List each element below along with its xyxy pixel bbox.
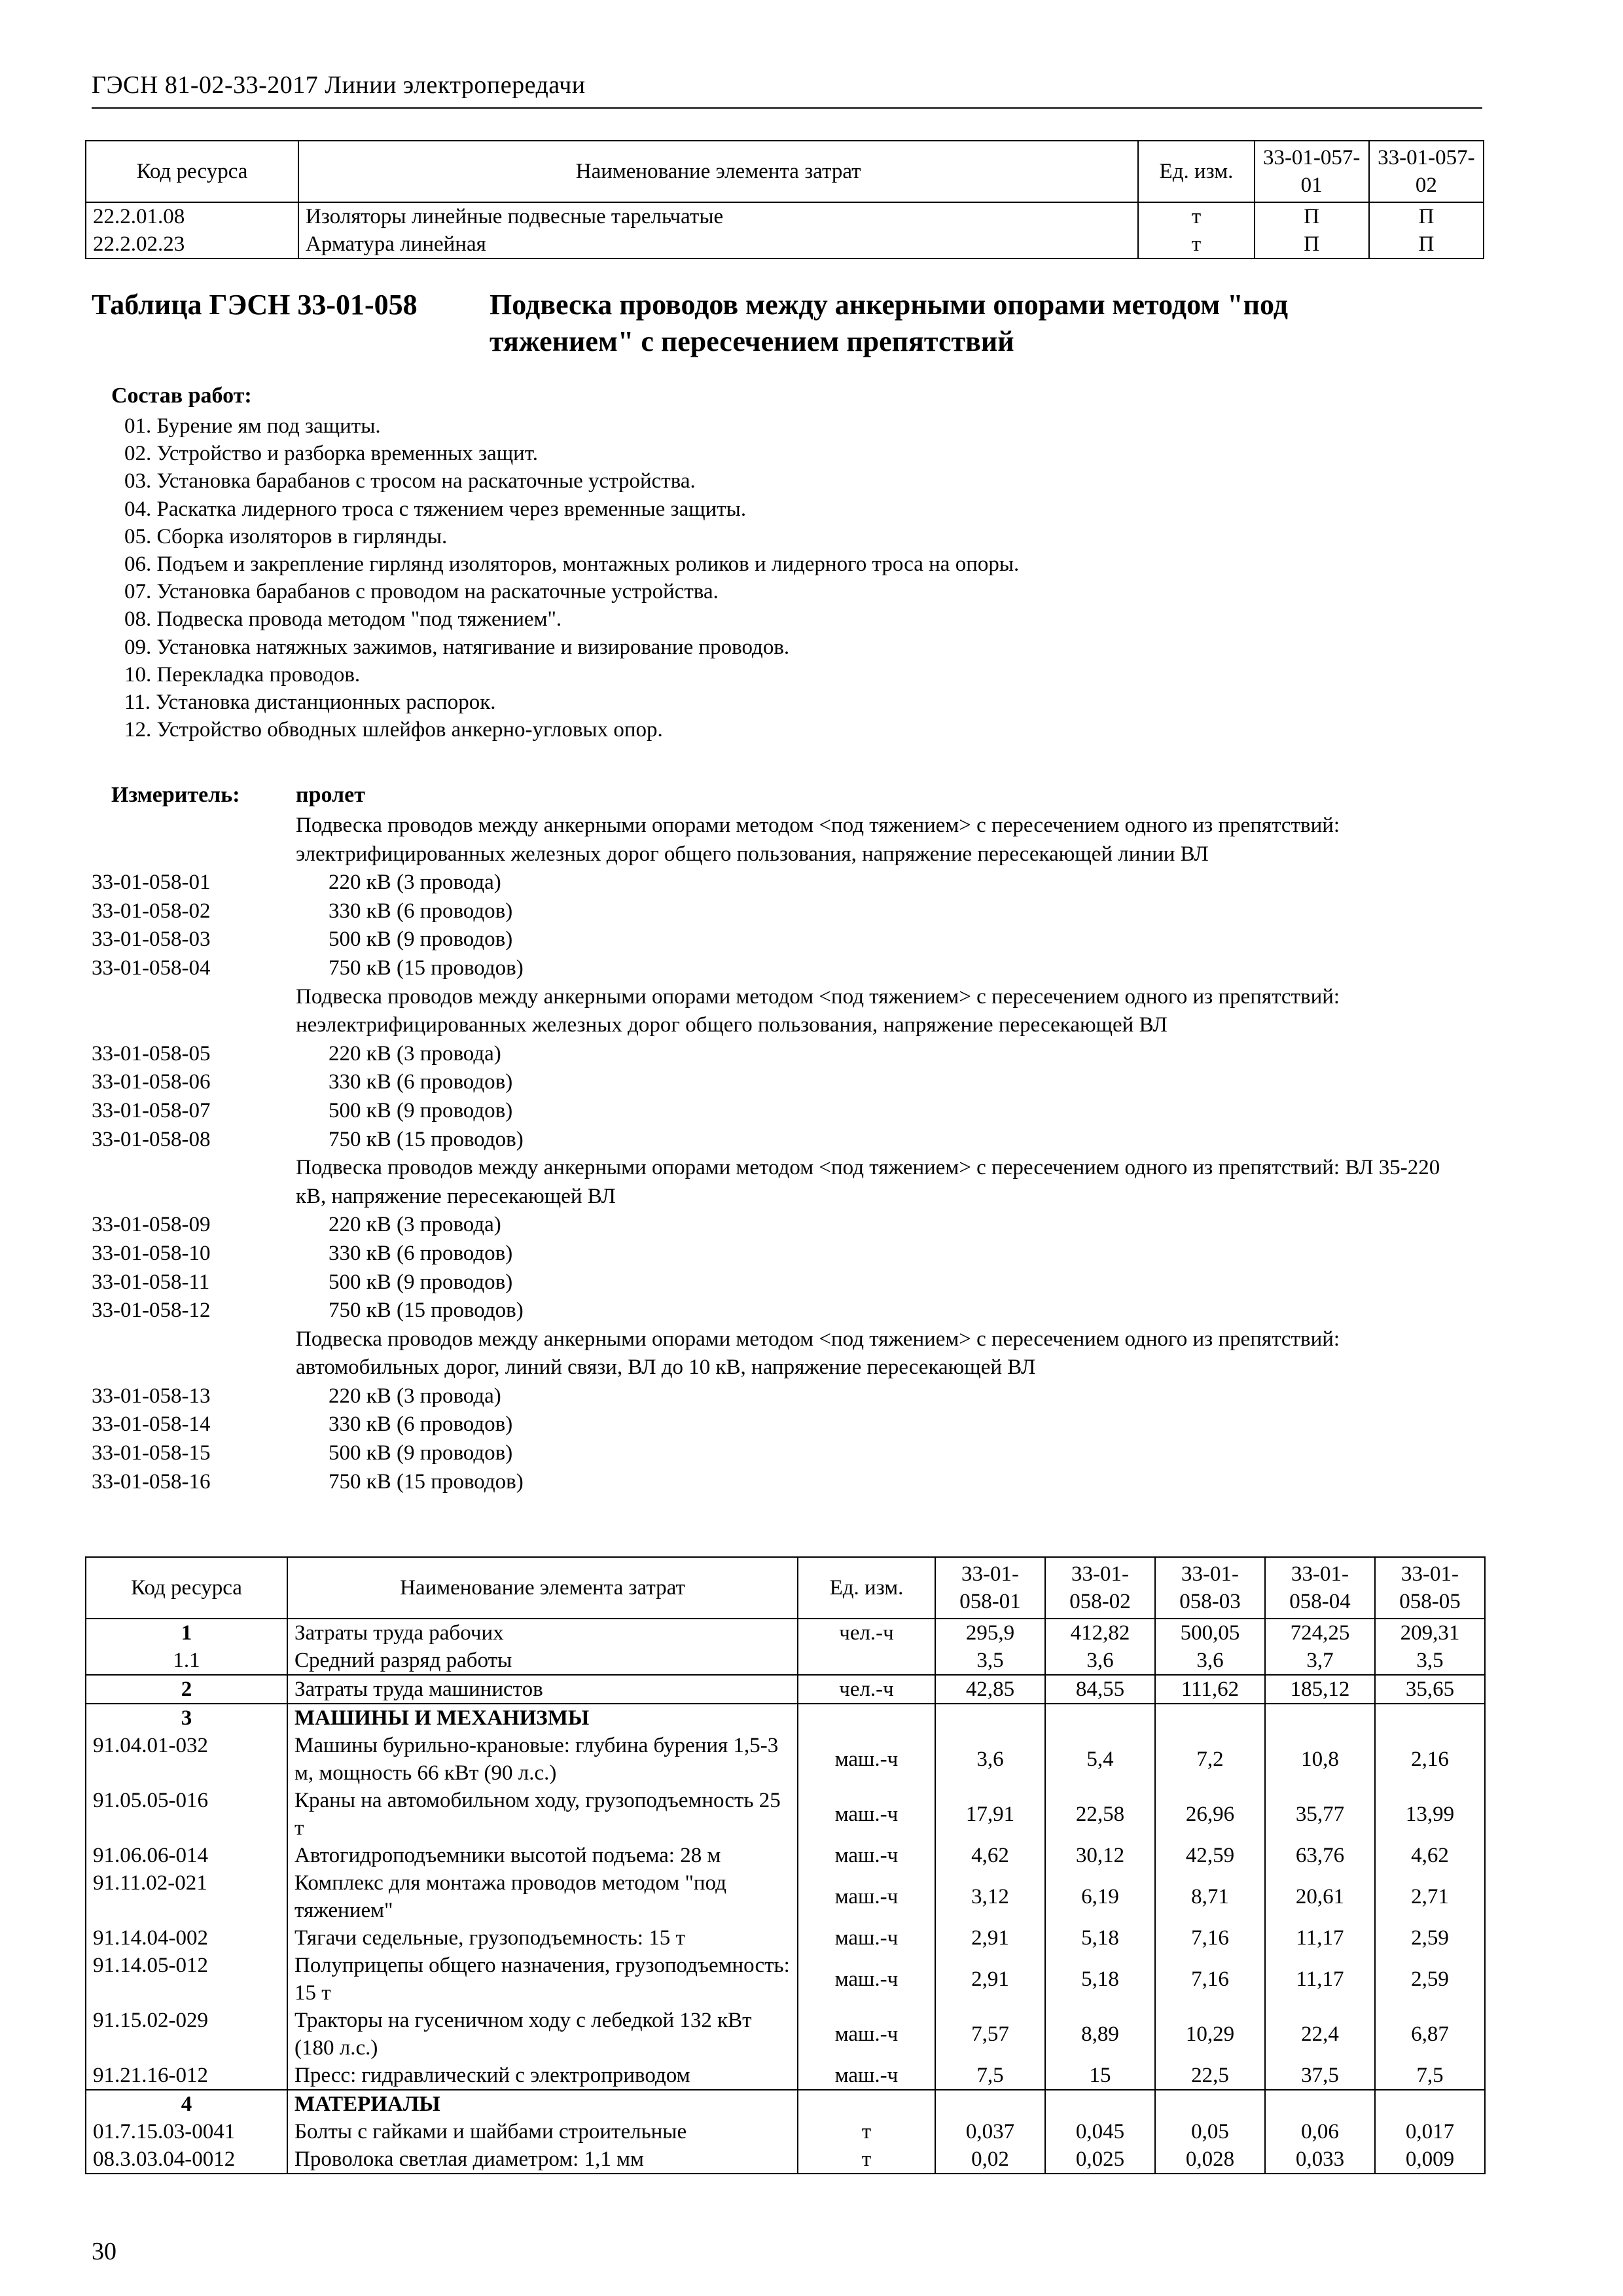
cell-code: 91.21.16-012: [86, 2062, 287, 2090]
norm-item: [92, 869, 1479, 897]
top-table-header-row: [86, 141, 1484, 202]
work-step: 07. Установка барабанов с проводом на раскаточные устройства.: [124, 580, 719, 604]
cell-value: 10,29: [1155, 2007, 1265, 2062]
cell-code: 08.3.03.04-0012: [86, 2145, 287, 2174]
cell-code: 91.11.02-021: [86, 1869, 287, 1924]
norm-desc: 330 кВ (6 проводов): [329, 1241, 513, 1265]
cell-name: Болты с гайками и шайбами строительные: [287, 2118, 798, 2145]
cell-value: 2,71: [1375, 1869, 1485, 1924]
cell-code: 22.2.01.08: [86, 202, 298, 230]
work-step: 06. Подъем и закрепление гирлянд изоляторов, монтажных роликов и лидерного троса на опоры.: [124, 552, 1020, 577]
cell-unit: чел.-ч: [798, 1675, 935, 1704]
norm-item: [92, 897, 1479, 926]
work-steps-list: [124, 412, 1019, 744]
table-row: [86, 230, 1484, 259]
norm-desc: 750 кВ (15 проводов): [329, 956, 524, 980]
col-header: 33-01-058-02: [1045, 1557, 1155, 1619]
table-row: [86, 2062, 1485, 2090]
work-step: 11. Установка дистанционных распорок.: [124, 691, 496, 715]
cell-value: [1375, 2090, 1485, 2118]
header-rule: [92, 107, 1482, 109]
work-step: 05. Сборка изоляторов в гирлянды.: [124, 524, 448, 548]
table-row: [86, 1869, 1485, 1924]
table-row: [86, 1647, 1485, 1675]
cell-value: П: [1255, 230, 1369, 259]
col-header: Наименование элемента затрат: [298, 141, 1138, 202]
cell-value: 0,033: [1265, 2145, 1375, 2174]
work-step: 08. Подвеска провода методом "под тяжением".: [124, 607, 562, 632]
cell-code: 2: [86, 1675, 287, 1704]
table-row: [86, 202, 1484, 230]
norm-item: [92, 925, 1479, 954]
cell-value: [1265, 2090, 1375, 2118]
col-header: 33-01-057-01: [1255, 141, 1369, 202]
cell-value: 0,045: [1045, 2118, 1155, 2145]
work-step: 01. Бурение ям под защиты.: [124, 414, 381, 438]
norm-code: 33-01-058-08: [92, 1127, 211, 1151]
cell-code: 3: [86, 1704, 287, 1732]
norm-code: 33-01-058-05: [92, 1041, 211, 1066]
col-header: 33-01-058-01: [935, 1557, 1045, 1619]
norm-desc: 750 кВ (15 проводов): [329, 1469, 524, 1494]
norm-code: 33-01-058-12: [92, 1299, 211, 1323]
cell-unit: маш.-ч: [798, 1869, 935, 1924]
cell-value: 22,5: [1155, 2062, 1265, 2090]
norm-desc: 500 кВ (9 проводов): [329, 927, 513, 952]
cell-unit: маш.-ч: [798, 1952, 935, 2007]
work-step: 02. Устройство и разборка временных защит.: [124, 442, 538, 466]
cell-name: Проволока светлая диаметром: 1,1 мм: [287, 2145, 798, 2174]
cell-value: 0,037: [935, 2118, 1045, 2145]
cell-name: Комплекс для монтажа проводов методом "под тяжением": [287, 1869, 798, 1924]
cell-value: 22,58: [1045, 1787, 1155, 1842]
norm-group-description: Подвеска проводов между анкерными опорами методом <под тяжением> с пересечением одного из препятствий: ВЛ 35-220 кВ, напряжение пересекающей ВЛ: [296, 1156, 1440, 1208]
cell-value: 7,16: [1155, 1924, 1265, 1952]
cell-value: 295,9: [935, 1619, 1045, 1647]
cell-value: 11,17: [1265, 1952, 1375, 2007]
cell-code: 91.15.02-029: [86, 2007, 287, 2062]
work-step: 09. Установка натяжных зажимов, натягивание и визирование проводов.: [124, 635, 790, 659]
cell-unit: [798, 2090, 935, 2118]
cell-value: 22,4: [1265, 2007, 1375, 2062]
cell-value: 412,82: [1045, 1619, 1155, 1647]
running-header: ГЭСН 81-02-33-2017 Линии электропередачи: [92, 71, 586, 99]
table-row: [86, 1787, 1485, 1842]
col-header: Код ресурса: [86, 1557, 287, 1619]
norm-desc: 500 кВ (9 проводов): [329, 1441, 513, 1465]
cell-value: 5,18: [1045, 1952, 1155, 2007]
norm-item: [92, 1211, 1479, 1240]
cell-value: 7,5: [1375, 2062, 1485, 2090]
cell-name: Автогидроподъемники высотой подъема: 28 м: [287, 1842, 798, 1869]
cell-value: [1265, 1704, 1375, 1732]
norm-items-list: [92, 812, 1479, 1496]
cell-value: [1045, 1704, 1155, 1732]
cell-value: 20,61: [1265, 1869, 1375, 1924]
cell-value: 17,91: [935, 1787, 1045, 1842]
cell-unit: чел.-ч: [798, 1619, 935, 1647]
cell-value: 7,57: [935, 2007, 1045, 2062]
cell-value: 15: [1045, 2062, 1155, 2090]
cell-value: 2,59: [1375, 1924, 1485, 1952]
cell-value: 11,17: [1265, 1924, 1375, 1952]
col-header: 33-01-058-05: [1375, 1557, 1485, 1619]
norm-code: 33-01-058-04: [92, 956, 211, 980]
col-header: Ед. изм.: [798, 1557, 935, 1619]
main-table-body: [86, 1619, 1485, 2174]
cell-value: 0,028: [1155, 2145, 1265, 2174]
cell-code: 22.2.02.23: [86, 230, 298, 259]
cell-unit: т: [1138, 230, 1254, 259]
work-composition-heading: Состав работ:: [111, 384, 252, 408]
norm-item: [92, 1126, 1479, 1155]
norm-code: 33-01-058-13: [92, 1384, 211, 1408]
cell-code: 91.04.01-032: [86, 1732, 287, 1787]
cell-value: 0,009: [1375, 2145, 1485, 2174]
cell-unit: [798, 1647, 935, 1675]
norm-group-description: Подвеска проводов между анкерными опорами методом <под тяжением> с пересечением одного из препятствий: неэлектрифицированных железных дорог общего пользования, напряжение пересекающей ВЛ: [296, 984, 1340, 1037]
cell-unit: т: [798, 2145, 935, 2174]
cell-value: 0,017: [1375, 2118, 1485, 2145]
cell-code: 1.1: [86, 1647, 287, 1675]
cell-name: Машины бурильно-крановые: глубина бурения 1,5-3 м, мощность 66 кВт (90 л.с.): [287, 1732, 798, 1787]
cell-value: 4,62: [935, 1842, 1045, 1869]
col-header: 33-01-058-03: [1155, 1557, 1265, 1619]
cell-name: Затраты труда рабочих: [287, 1619, 798, 1647]
col-header: Наименование элемента затрат: [287, 1557, 798, 1619]
cell-name: Краны на автомобильном ходу, грузоподъемность 25 т: [287, 1787, 798, 1842]
cell-unit: маш.-ч: [798, 2007, 935, 2062]
norm-desc: 500 кВ (9 проводов): [329, 1270, 513, 1294]
norm-code: 33-01-058-03: [92, 927, 211, 952]
table-row: [86, 2118, 1485, 2145]
cell-value: 7,16: [1155, 1952, 1265, 2007]
table-row: [86, 1842, 1485, 1869]
cell-unit: маш.-ч: [798, 1924, 935, 1952]
cell-value: [935, 1704, 1045, 1732]
table-row: [86, 1619, 1485, 1647]
cell-value: 209,31: [1375, 1619, 1485, 1647]
cell-value: 3,5: [1375, 1647, 1485, 1675]
norm-item: [92, 1439, 1479, 1468]
work-step: 10. Перекладка проводов.: [124, 662, 361, 687]
cell-unit: маш.-ч: [798, 1732, 935, 1787]
table-title: Подвеска проводов между анкерными опорами методом "под тяжением" с пересечением препятствий: [490, 289, 1288, 357]
cell-value: 84,55: [1045, 1675, 1155, 1704]
cell-value: 0,05: [1155, 2118, 1265, 2145]
cell-unit: [798, 1704, 935, 1732]
norm-desc: 220 кВ (3 провода): [329, 1384, 501, 1408]
cell-value: 0,02: [935, 2145, 1045, 2174]
cell-value: 6,19: [1045, 1869, 1155, 1924]
norm-desc: 750 кВ (15 проводов): [329, 1127, 524, 1151]
norm-code: 33-01-058-10: [92, 1241, 211, 1265]
cell-value: 3,6: [1155, 1647, 1265, 1675]
norm-group-description: Подвеска проводов между анкерными опорами методом <под тяжением> с пересечением одного из препятствий: электрифицированных железных дорог общего пользования, напряжение пересекающей линии ВЛ: [296, 814, 1340, 866]
cell-unit: маш.-ч: [798, 2062, 935, 2090]
cell-value: 500,05: [1155, 1619, 1265, 1647]
cell-value: 0,025: [1045, 2145, 1155, 2174]
cell-value: 3,6: [1045, 1647, 1155, 1675]
cell-name: МАШИНЫ И МЕХАНИЗМЫ: [287, 1704, 798, 1732]
cell-name: МАТЕРИАЛЫ: [287, 2090, 798, 2118]
cell-name: Средний разряд работы: [287, 1647, 798, 1675]
col-header: Ед. изм.: [1138, 141, 1254, 202]
cell-unit: т: [798, 2118, 935, 2145]
col-header: Код ресурса: [86, 141, 298, 202]
cell-value: 185,12: [1265, 1675, 1375, 1704]
cell-value: 10,8: [1265, 1732, 1375, 1787]
cell-value: 2,59: [1375, 1952, 1485, 2007]
cell-name: Тягачи седельные, грузоподъемность: 15 т: [287, 1924, 798, 1952]
top-resource-table: [85, 140, 1484, 259]
cell-name: Полуприцепы общего назначения, грузоподъемность: 15 т: [287, 1952, 798, 2007]
table-row: [86, 1952, 1485, 2007]
norm-item: [92, 1068, 1479, 1097]
cell-value: 37,5: [1265, 2062, 1375, 2090]
table-row: [86, 1675, 1485, 1704]
table-row: [86, 2145, 1485, 2174]
norm-code: 33-01-058-02: [92, 899, 211, 923]
cell-code: 1: [86, 1619, 287, 1647]
cell-name: Пресс: гидравлический с электроприводом: [287, 2062, 798, 2090]
cell-value: [935, 2090, 1045, 2118]
norm-code: 33-01-058-09: [92, 1213, 211, 1237]
cell-value: [1155, 2090, 1265, 2118]
norm-resource-table: [85, 1556, 1486, 2174]
norm-code: 33-01-058-01: [92, 870, 211, 895]
norm-item: [92, 1297, 1479, 1325]
cell-code: 91.14.04-002: [86, 1924, 287, 1952]
work-step: 03. Установка барабанов с тросом на раскаточные устройства.: [124, 469, 696, 493]
cell-name: Изоляторы линейные подвесные тарельчатые: [298, 202, 1138, 230]
cell-value: 3,5: [935, 1647, 1045, 1675]
page-number: 30: [92, 2238, 116, 2265]
cell-value: 42,85: [935, 1675, 1045, 1704]
cell-value: 35,65: [1375, 1675, 1485, 1704]
cell-value: 724,25: [1265, 1619, 1375, 1647]
norm-item: [92, 1240, 1479, 1268]
norm-desc: 330 кВ (6 проводов): [329, 1412, 513, 1437]
cell-value: П: [1369, 202, 1484, 230]
norm-code: 33-01-058-16: [92, 1469, 211, 1494]
cell-value: 8,71: [1155, 1869, 1265, 1924]
table-row: [86, 1732, 1485, 1787]
cell-value: 7,2: [1155, 1732, 1265, 1787]
table-row: [86, 2090, 1485, 2118]
cell-code: 91.06.06-014: [86, 1842, 287, 1869]
cell-value: 63,76: [1265, 1842, 1375, 1869]
cell-name: Затраты труда машинистов: [287, 1675, 798, 1704]
cell-value: 3,12: [935, 1869, 1045, 1924]
norm-item: [92, 1268, 1479, 1297]
cell-value: 3,7: [1265, 1647, 1375, 1675]
table-row: [86, 1924, 1485, 1952]
cell-unit: маш.-ч: [798, 1787, 935, 1842]
cell-value: [1045, 2090, 1155, 2118]
table-row: [86, 2007, 1485, 2062]
norm-item: [92, 1410, 1479, 1439]
norm-code: 33-01-058-11: [92, 1270, 210, 1294]
meter-value: пролет: [296, 783, 365, 807]
norm-code: 33-01-058-07: [92, 1098, 211, 1122]
norm-item: [92, 1468, 1479, 1497]
cell-value: 3,6: [935, 1732, 1045, 1787]
norm-desc: 330 кВ (6 проводов): [329, 1070, 513, 1094]
norm-desc: 220 кВ (3 провода): [329, 1213, 501, 1237]
cell-name: Арматура линейная: [298, 230, 1138, 259]
norm-desc: 220 кВ (3 провода): [329, 870, 501, 895]
col-header: 33-01-057-02: [1369, 141, 1484, 202]
cell-value: 30,12: [1045, 1842, 1155, 1869]
norm-item: [92, 1040, 1479, 1069]
table-row: [86, 1704, 1485, 1732]
cell-value: 0,06: [1265, 2118, 1375, 2145]
norm-item: [92, 1382, 1479, 1411]
cell-value: 2,91: [935, 1924, 1045, 1952]
cell-value: [1375, 1704, 1485, 1732]
cell-value: 5,4: [1045, 1732, 1155, 1787]
cell-value: П: [1369, 230, 1484, 259]
norm-desc: 220 кВ (3 провода): [329, 1041, 501, 1066]
cell-value: [1155, 1704, 1265, 1732]
norm-group-description: Подвеска проводов между анкерными опорами методом <под тяжением> с пересечением одного из препятствий: автомобильных дорог, линий связи, ВЛ до 10 кВ, напряжение пересекающей ВЛ: [296, 1327, 1340, 1380]
cell-value: 35,77: [1265, 1787, 1375, 1842]
norm-desc: 750 кВ (15 проводов): [329, 1299, 524, 1323]
cell-unit: маш.-ч: [798, 1842, 935, 1869]
col-header: 33-01-058-04: [1265, 1557, 1375, 1619]
work-step: 04. Раскатка лидерного троса с тяжением через временные защиты.: [124, 497, 747, 521]
norm-code: 33-01-058-14: [92, 1412, 211, 1437]
cell-value: 13,99: [1375, 1787, 1485, 1842]
cell-name: Тракторы на гусеничном ходу с лебедкой 132 кВт (180 л.с.): [287, 2007, 798, 2062]
cell-code: 4: [86, 2090, 287, 2118]
norm-item: [92, 1097, 1479, 1126]
cell-value: 5,18: [1045, 1924, 1155, 1952]
work-step: 12. Устройство обводных шлейфов анкерно-угловых опор.: [124, 718, 663, 742]
norm-desc: 330 кВ (6 проводов): [329, 899, 513, 923]
cell-code: 01.7.15.03-0041: [86, 2118, 287, 2145]
table-number: Таблица ГЭСН 33-01-058: [92, 289, 418, 321]
cell-value: 26,96: [1155, 1787, 1265, 1842]
cell-value: 111,62: [1155, 1675, 1265, 1704]
cell-value: 8,89: [1045, 2007, 1155, 2062]
cell-code: 91.14.05-012: [86, 1952, 287, 2007]
norm-item: [92, 954, 1479, 983]
cell-unit: т: [1138, 202, 1254, 230]
cell-value: 42,59: [1155, 1842, 1265, 1869]
cell-code: 91.05.05-016: [86, 1787, 287, 1842]
cell-value: П: [1255, 202, 1369, 230]
cell-value: 4,62: [1375, 1842, 1485, 1869]
cell-value: 2,91: [935, 1952, 1045, 2007]
cell-value: 2,16: [1375, 1732, 1485, 1787]
norm-code: 33-01-058-15: [92, 1441, 211, 1465]
cell-value: 7,5: [935, 2062, 1045, 2090]
meter-label: Измеритель:: [111, 783, 240, 807]
main-table-header-row: [86, 1557, 1485, 1619]
norm-code: 33-01-058-06: [92, 1070, 211, 1094]
cell-value: 6,87: [1375, 2007, 1485, 2062]
norm-desc: 500 кВ (9 проводов): [329, 1098, 513, 1122]
